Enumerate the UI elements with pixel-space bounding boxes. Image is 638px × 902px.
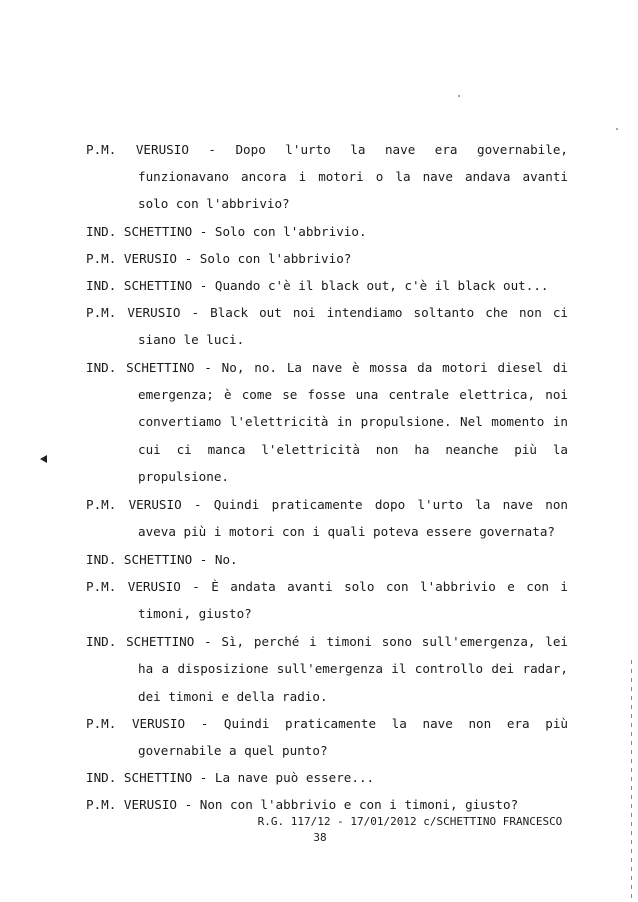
transcript-line: P.M. VERUSIO - Non con l'abbrivio e con i timoni, giusto? bbox=[86, 797, 519, 812]
transcript-continuation-line: convertiamo l'elettricità in propulsione. Nel momento in bbox=[138, 414, 568, 429]
transcript-line: P.M. VERUSIO - Solo con l'abbrivio? bbox=[86, 251, 352, 266]
transcript-line: IND. SCHETTINO - No. bbox=[86, 552, 238, 567]
transcript-continuation-line: aveva più i motori con i quali poteva essere governata? bbox=[138, 524, 556, 539]
transcript-continuation-line: solo con l'abbrivio? bbox=[138, 196, 290, 211]
transcript-line: P.M. VERUSIO - Dopo l'urto la nave era governabile, bbox=[86, 142, 568, 157]
transcript-line: IND. SCHETTINO - La nave può essere... bbox=[86, 770, 375, 785]
scan-speck bbox=[458, 95, 460, 97]
transcript-line: P.M. VERUSIO - Quindi praticamente dopo l'urto la nave non bbox=[86, 497, 568, 512]
transcript-continuation-line: governabile a quel punto? bbox=[138, 743, 328, 758]
transcript-continuation-line: dei timoni e della radio. bbox=[138, 689, 328, 704]
transcript-continuation-line: emergenza; è come se fosse una centrale elettrica, noi bbox=[138, 387, 568, 402]
transcript-line: P.M. VERUSIO - È andata avanti solo con l'abbrivio e con i bbox=[86, 579, 568, 594]
transcript-continuation-line: cui ci manca l'elettricità non ha neanche più la bbox=[138, 442, 568, 457]
margin-arrow-icon bbox=[40, 455, 47, 463]
transcript-line: P.M. VERUSIO - Quindi praticamente la nave non era più bbox=[86, 716, 568, 731]
transcript-continuation-line: funzionavano ancora i motori o la nave andava avanti bbox=[138, 169, 568, 184]
transcript-line: IND. SCHETTINO - Quando c'è il black out, c'è il black out... bbox=[86, 278, 549, 293]
scan-edge-mark bbox=[631, 660, 632, 900]
transcript-line: IND. SCHETTINO - No, no. La nave è mossa da motori diesel di bbox=[86, 360, 568, 375]
transcript-continuation-line: timoni, giusto? bbox=[138, 606, 252, 621]
scan-speck bbox=[616, 128, 618, 130]
transcript-continuation-line: siano le luci. bbox=[138, 332, 245, 347]
transcript-continuation-line: propulsione. bbox=[138, 469, 229, 484]
transcript-line: P.M. VERUSIO - Black out noi intendiamo soltanto che non ci bbox=[86, 305, 568, 320]
page-number: 38 bbox=[313, 831, 327, 844]
transcript-continuation-line: ha a disposizione sull'emergenza il controllo dei radar, bbox=[138, 661, 568, 676]
transcript-line: IND. SCHETTINO - Sì, perché i timoni sono sull'emergenza, lei bbox=[86, 634, 568, 649]
footer-reference: R.G. 117/12 - 17/01/2012 c/SCHETTINO FRANCESCO bbox=[257, 815, 563, 828]
transcript-line: IND. SCHETTINO - Solo con l'abbrivio. bbox=[86, 224, 367, 239]
